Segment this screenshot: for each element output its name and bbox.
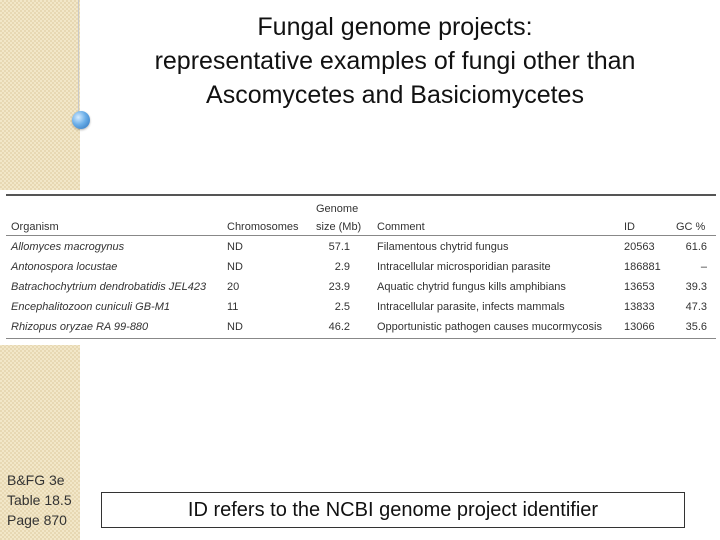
table-cell-id: 13066 [624, 321, 655, 333]
table-cell-gc: 47.3 [685, 301, 707, 313]
blue-orb-bullet-icon [72, 111, 90, 129]
table-cell-genome-size: 46.2 [328, 321, 350, 333]
header-chromosomes: Chromosomes [227, 221, 299, 233]
table-cell-organism: Allomyces macrogynus [11, 241, 125, 253]
source-line-3: Page 870 [7, 512, 67, 528]
table-cell-gc: 35.6 [685, 321, 707, 333]
table-cell-genome-size: 2.9 [334, 261, 350, 273]
table-cell-comment: Aquatic chytrid fungus kills amphibians [377, 281, 566, 293]
table-cell-id: 13653 [624, 281, 655, 293]
table-cell-chromosomes: 11 [227, 301, 239, 313]
table-cell-comment: Opportunistic pathogen causes mucormycosis [377, 321, 602, 333]
table-cell-organism: Rhizopus oryzae RA 99-880 [11, 321, 149, 333]
header-genome-line-2: size (Mb) [316, 221, 362, 233]
id-footnote-text: ID refers to the NCBI genome project identifier [187, 498, 599, 521]
table-cell-gc: 61.6 [685, 241, 707, 253]
table-header-rule [6, 235, 716, 236]
header-comment: Comment [377, 221, 425, 233]
table-cell-genome-size: 57.1 [328, 241, 350, 253]
table-bottom-rule [6, 338, 716, 339]
header-gc: GC % [676, 221, 706, 233]
title-line-1: Fungal genome projects: [257, 13, 533, 41]
table-cell-gc: – [700, 261, 707, 273]
slide-title [100, 10, 690, 112]
table-cell-chromosomes: ND [227, 261, 243, 273]
table-cell-genome-size: 2.5 [334, 301, 350, 313]
table-cell-id: 186881 [624, 261, 661, 273]
table-cell-gc: 39.3 [685, 281, 707, 293]
header-organism: Organism [11, 221, 59, 233]
table-cell-id: 13833 [624, 301, 655, 313]
title-line-2: representative examples of fungi other than [154, 47, 636, 75]
source-line-1: B&FG 3e [7, 472, 65, 488]
table-cell-genome-size: 23.9 [328, 281, 350, 293]
table-cell-chromosomes: ND [227, 241, 243, 253]
id-footnote-box [101, 492, 685, 528]
table-cell-organism: Encephalitozoon cuniculi GB-M1 [11, 301, 170, 313]
header-genome-line-1: Genome [316, 203, 359, 215]
table-cell-id: 20563 [624, 241, 655, 253]
table-cell-organism: Antonospora locustae [11, 261, 118, 273]
table-cell-chromosomes: 20 [227, 281, 240, 293]
table-cell-chromosomes: ND [227, 321, 243, 333]
table-cell-organism: Batrachochytrium dendrobatidis JEL423 [11, 281, 207, 293]
header-id: ID [624, 221, 635, 233]
table-cell-comment: Intracellular microsporidian parasite [377, 261, 551, 273]
fungal-genome-table [0, 194, 716, 342]
title-line-3: Ascomycetes and Basiciomycetes [206, 81, 584, 109]
table-cell-comment: Filamentous chytrid fungus [377, 241, 509, 253]
decorative-vertical-line [78, 0, 79, 118]
source-reference [7, 470, 72, 530]
source-line-2: Table 18.5 [7, 492, 72, 508]
table-cell-comment: Intracellular parasite, infects mammals [377, 301, 565, 313]
table-top-rule [6, 194, 716, 196]
